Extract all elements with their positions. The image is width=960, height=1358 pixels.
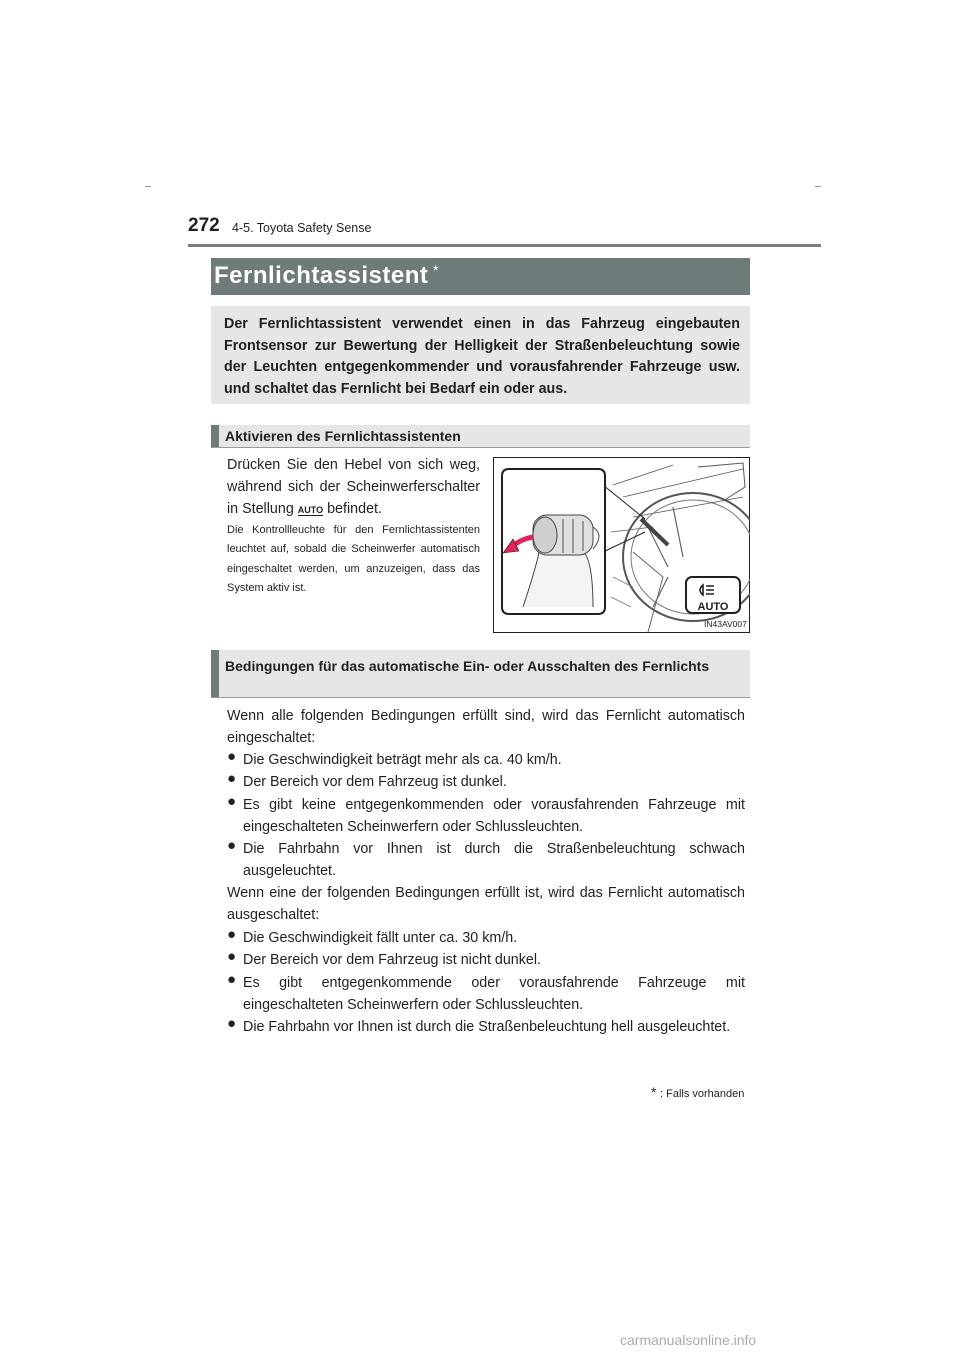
list-item: Die Geschwindigkeit beträgt mehr als ca. 40 km/h. xyxy=(243,752,562,768)
bullet-icon: ● xyxy=(227,926,237,943)
subheading-conditions-label: Bedingungen für das automatische Ein- oder Ausschalten des Fernlichts xyxy=(225,658,710,674)
footnote-marker: * xyxy=(651,1084,657,1100)
conditions-on-intro: Wenn alle folgenden Bedingungen erfüllt sind, wird das Fernlicht automatisch eingeschaltet: xyxy=(227,708,745,746)
list-item: Die Geschwindigkeit fällt unter ca. 30 km/h. xyxy=(243,930,518,946)
footnote-text: : Falls vorhanden xyxy=(660,1088,745,1100)
subheading-rule xyxy=(211,697,750,698)
list-item: Die Fahrbahn vor Ihnen ist durch die Straßenbeleuchtung hell ausgeleuchtet. xyxy=(243,1019,731,1035)
title-footnote-marker: * xyxy=(433,262,439,278)
page-number: 272 xyxy=(188,215,220,236)
lever-illustration xyxy=(493,457,750,633)
figure-code: IN43AV007 xyxy=(704,619,747,629)
activate-text-before: Drücken Sie den Hebel von sich weg, während sich der Scheinwerferschalter in Stellung xyxy=(227,457,480,517)
list-item: Der Bereich vor dem Fahrzeug ist dunkel. xyxy=(243,774,507,790)
list-item: Es gibt entgegenkommende oder vorausfahrende Fahrzeuge mit eingeschalteten Scheinwerfern oder Schlussleuchten. xyxy=(243,975,745,1013)
figure-auto-label: AUTO xyxy=(697,601,729,613)
conditions-off-intro: Wenn eine der folgenden Bedingungen erfüllt ist, wird das Fernlicht automatisch ausgeschaltet: xyxy=(227,885,745,923)
bullet-icon: ● xyxy=(227,770,237,787)
list-item: Der Bereich vor dem Fahrzeug ist nicht dunkel. xyxy=(243,952,541,968)
activate-note: Die Kontrollleuchte für den Fernlichtassistenten leuchtet auf, sobald die Scheinwerfer automatisch eingeschaltet werden, um anzuzeigen, dass das System aktiv ist. xyxy=(227,524,480,595)
activate-text-after: befindet. xyxy=(327,501,382,517)
page-title: Fernlichtassistent xyxy=(214,262,429,289)
subheading-activate-label: Aktivieren des Fernlichtassistenten xyxy=(225,428,461,444)
bullet-icon: ● xyxy=(227,948,237,965)
bullet-icon: ● xyxy=(227,793,237,810)
list-item: Es gibt keine entgegenkommenden oder vorausfahrenden Fahrzeuge mit eingeschalteten Scheinwerfern oder Schlussleuchten. xyxy=(243,797,745,835)
header-rule xyxy=(188,244,821,247)
auto-symbol-icon: AUTO xyxy=(297,505,324,515)
activate-instruction xyxy=(227,454,480,520)
watermark: carmanualsonline.info xyxy=(620,1332,757,1348)
list-item: Die Fahrbahn vor Ihnen ist durch die Straßenbeleuchtung schwach ausgeleuchtet. xyxy=(243,841,745,879)
crop-mark xyxy=(815,186,821,187)
bullet-icon: ● xyxy=(227,748,237,765)
bullet-icon: ● xyxy=(227,837,237,854)
subheading-rule xyxy=(211,447,750,448)
bullet-icon: ● xyxy=(227,971,237,988)
bullet-icon: ● xyxy=(227,1015,237,1032)
intro-text: Der Fernlichtassistent verwendet einen in das Fahrzeug eingebauten Frontsensor zur Bewertung der Helligkeit der Straßenbeleuchtung sowie der Leuchten entgegenkommender und vorausfahrender Fahrzeuge usw. und schaltet das Fernlicht bei Bedarf ein oder aus. xyxy=(224,316,740,397)
section-label: 4-5. Toyota Safety Sense xyxy=(232,221,372,235)
crop-mark xyxy=(145,186,151,187)
